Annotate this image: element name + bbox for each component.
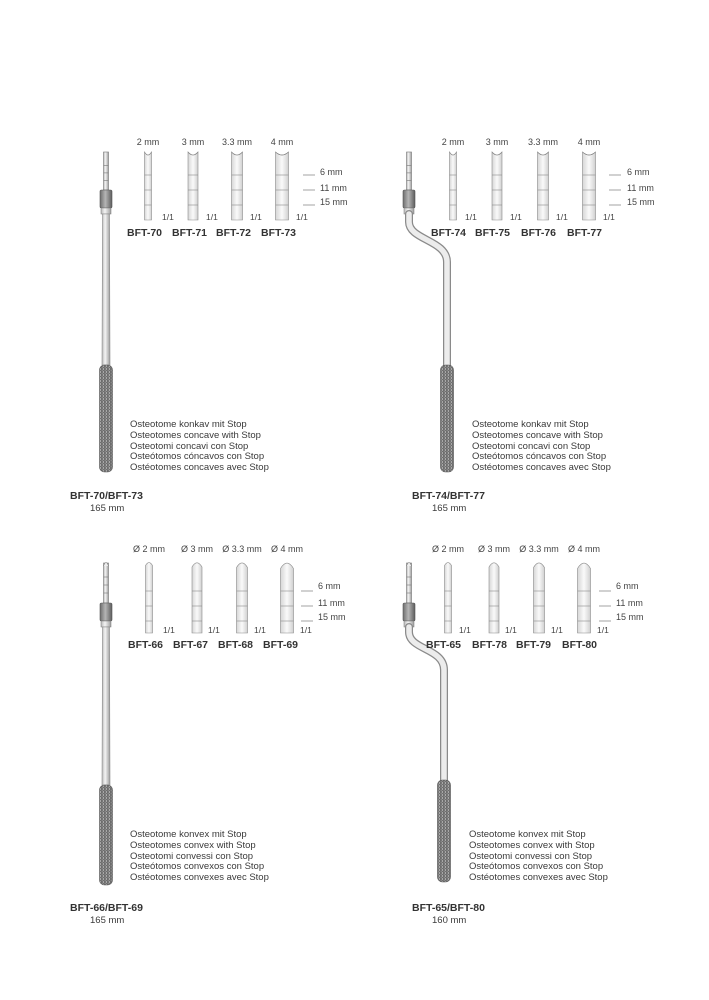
depth-mark-label: 15 mm (320, 197, 348, 207)
product-range-title: BFT-74/BFT-77 (412, 490, 485, 502)
tip-size-label: Ø 4 mm (567, 544, 601, 554)
description-line-fr: Ostéotomes concaves avec Stop (130, 462, 269, 474)
product-description (469, 830, 608, 884)
scale-label: 1/1 (208, 625, 220, 635)
scale-label: 1/1 (300, 625, 312, 635)
tip-size-label: Ø 2 mm (132, 544, 166, 554)
description-line-fr: Ostéotomes convexes avec Stop (130, 872, 269, 884)
product-code: BFT-76 (521, 227, 557, 239)
scale-label: 1/1 (162, 212, 174, 222)
product-code: BFT-70 (127, 227, 163, 239)
description-line-de: Osteotome konkav mit Stop (130, 419, 247, 430)
depth-mark-label: 11 mm (320, 183, 347, 193)
product-code: BFT-73 (261, 227, 297, 239)
scale-label: 1/1 (250, 212, 262, 222)
depth-mark-label: 15 mm (627, 197, 655, 207)
scale-label: 1/1 (459, 625, 471, 635)
product-code: BFT-67 (173, 639, 209, 651)
tip-detail (534, 563, 545, 633)
tip-size-label: Ø 3 mm (477, 544, 511, 554)
description-line-it: Osteotomi concavi con Stop (472, 440, 591, 452)
product-code: BFT-79 (516, 639, 552, 651)
scale-label: 1/1 (254, 625, 266, 635)
product-range-title: BFT-66/BFT-69 (70, 902, 143, 914)
scale-label: 1/1 (163, 625, 175, 635)
description-line-de: Osteotome konkav mit Stop (472, 419, 589, 430)
depth-mark-label: 11 mm (627, 183, 654, 193)
tip-size-label: 4 mm (577, 137, 601, 147)
scale-label: 1/1 (505, 625, 517, 635)
tip-size-label: 2 mm (441, 137, 465, 147)
product-code: BFT-77 (567, 227, 603, 239)
scale-label: 1/1 (603, 212, 615, 222)
description-line-en: Osteotomes concave with Stop (130, 429, 261, 441)
description-line-de: Osteotome konvex mit Stop (469, 829, 586, 840)
description-line-it: Osteotomi convessi con Stop (469, 850, 593, 862)
scale-label: 1/1 (206, 212, 218, 222)
depth-mark-label: 6 mm (627, 167, 650, 177)
tip-size-label: 4 mm (270, 137, 294, 147)
instrument-length: 165 mm (90, 915, 125, 926)
product-code: BFT-69 (263, 639, 299, 651)
depth-mark-label: 11 mm (616, 598, 643, 608)
product-code: BFT-65 (426, 639, 462, 651)
description-line-en: Osteotomes convex with Stop (469, 839, 595, 851)
scale-label: 1/1 (597, 625, 609, 635)
product-code: BFT-66 (128, 639, 164, 651)
scale-label: 1/1 (556, 212, 568, 222)
product-code: BFT-80 (562, 639, 598, 651)
tip-size-label: 2 mm (136, 137, 160, 147)
depth-mark-label: 6 mm (318, 581, 341, 591)
tip-size-label: 3 mm (485, 137, 509, 147)
tip-detail (489, 563, 499, 633)
product-range-title: BFT-70/BFT-73 (70, 490, 143, 502)
product-code: BFT-68 (218, 639, 254, 651)
tip-size-label: Ø 3.3 mm (519, 544, 559, 554)
description-line-fr: Ostéotomes concaves avec Stop (472, 462, 611, 474)
tip-size-label: Ø 3.3 mm (222, 544, 262, 554)
product-range-title: BFT-65/BFT-80 (412, 902, 485, 914)
tip-size-label: Ø 2 mm (431, 544, 465, 554)
product-code: BFT-74 (431, 227, 467, 239)
tip-detail (445, 563, 452, 633)
description-line-es: Osteótomos convexos con Stop (469, 861, 604, 873)
description-line-it: Osteotomi concavi con Stop (130, 440, 249, 452)
scale-label: 1/1 (296, 212, 308, 222)
description-line-es: Osteótomos cóncavos con Stop (472, 451, 607, 463)
depth-mark-label: 6 mm (320, 167, 343, 177)
tip-size-label: 3.3 mm (527, 137, 559, 147)
depth-mark-label: 15 mm (318, 612, 346, 622)
product-code: BFT-75 (475, 227, 511, 239)
instrument-length: 165 mm (432, 503, 467, 514)
depth-mark-label: 6 mm (616, 581, 639, 591)
tip-size-label: 3.3 mm (221, 137, 253, 147)
product-code: BFT-72 (216, 227, 252, 239)
description-line-en: Osteotomes convex with Stop (130, 839, 256, 851)
product-code: BFT-71 (172, 227, 208, 239)
tip-size-label: 3 mm (181, 137, 205, 147)
description-line-es: Osteótomos convexos con Stop (130, 861, 265, 873)
scale-label: 1/1 (510, 212, 522, 222)
tip-size-label: Ø 4 mm (270, 544, 304, 554)
description-line-fr: Ostéotomes convexes avec Stop (469, 872, 608, 884)
scale-label: 1/1 (551, 625, 563, 635)
description-line-it: Osteotomi convessi con Stop (130, 850, 254, 862)
description-line-en: Osteotomes concave with Stop (472, 429, 603, 441)
tip-size-label: Ø 3 mm (180, 544, 214, 554)
depth-mark-label: 15 mm (616, 612, 644, 622)
instrument-length: 165 mm (90, 503, 125, 514)
depth-mark-label: 11 mm (318, 598, 345, 608)
tip-detail (578, 563, 591, 633)
description-line-de: Osteotome konvex mit Stop (130, 829, 247, 840)
instrument-length: 160 mm (432, 915, 467, 926)
scale-label: 1/1 (465, 212, 477, 222)
description-line-es: Osteótomos cóncavos con Stop (130, 451, 265, 463)
product-code: BFT-78 (472, 639, 508, 651)
